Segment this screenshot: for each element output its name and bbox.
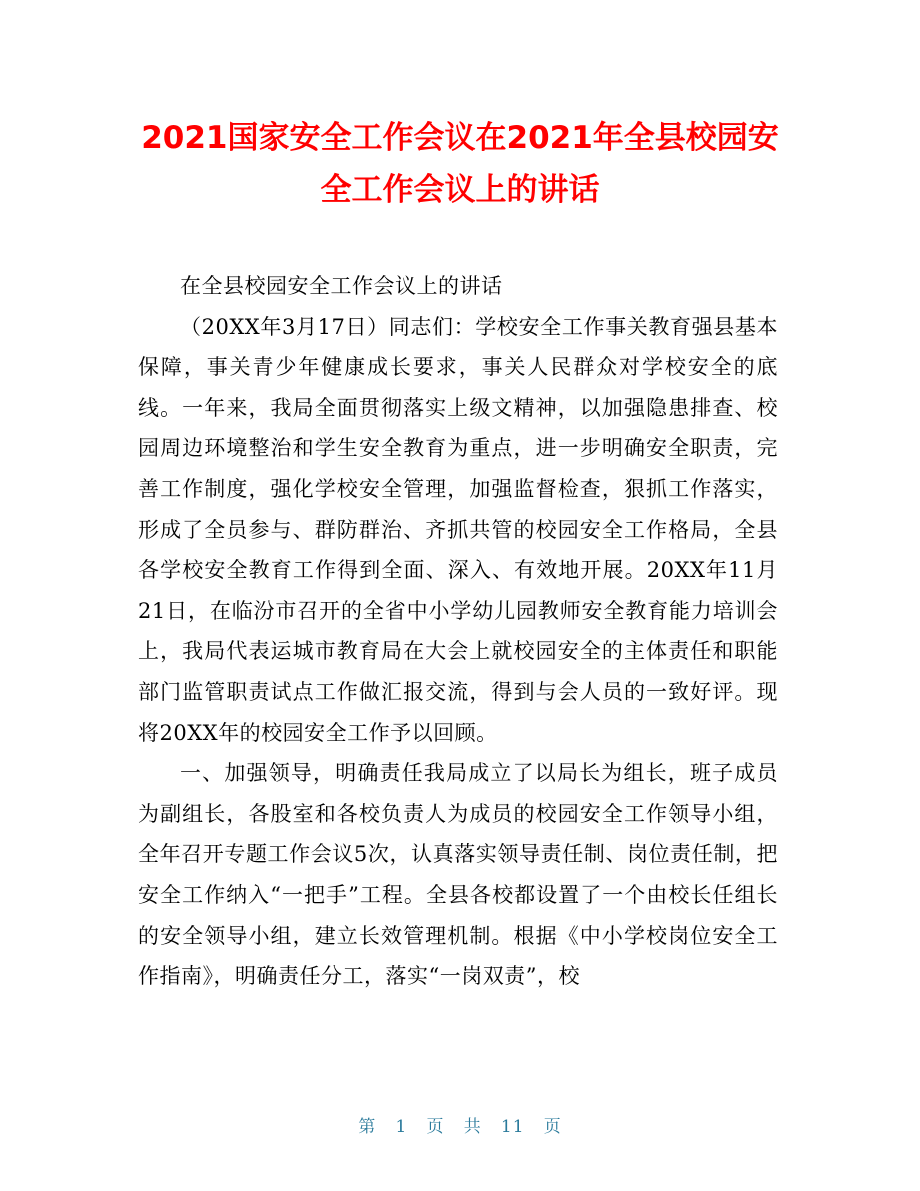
document-body bbox=[138, 266, 778, 997]
footer-prefix: 第 bbox=[358, 1117, 377, 1137]
page-footer bbox=[0, 1112, 920, 1137]
footer-current-page: 1 bbox=[395, 1117, 408, 1137]
footer-page-word: 页 bbox=[426, 1117, 445, 1137]
paragraph-section-one: 一、加强领导，明确责任我局成立了以局长为组长，班子成员为副组长，各股室和各校负责人为成员的校园安全工作领导小组，全年召开专题工作会议5次，认真落实领导责任制、岗位责任制，把安全工作纳入“一把手”工程。全县各校都设置了一个由校长任组长的安全领导小组，建立长效管理机制。根据《中小学校岗位安全工作指南》，明确责任分工，落实“一岗双责”，校 bbox=[138, 761, 778, 989]
paragraph-subtitle: 在全县校园安全工作会议上的讲话 bbox=[180, 274, 503, 298]
document-title: 2021国家安全工作会议在2021年全县校园安全工作会议上的讲话 bbox=[141, 120, 779, 208]
paragraph-intro: （20XX年3月17日）同志们：学校安全工作事关教育强县基本保障，事关青少年健康成长要求，事关人民群众对学校安全的底线。一年来，我局全面贯彻落实上级文精神，以加强隐患排查、校园周边环境整治和学生安全教育为重点，进一步明确安全职责，完善工作制度，强化学校安全管理，加强监督检查，狠抓工作落实，形成了全员参与、群防群治、齐抓共管的校园安全工作格局，全县各学校安全教育工作得到全面、深入、有效地开展。20XX年11月21日，在临汾市召开的全省中小学幼儿园教师安全教育能力培训会上，我局代表运城市教育局在大会上就校园安全的主体责任和职能部门监管职责试点工作做汇报交流，得到与会人员的一致好评。现将20XX年的校园安全工作予以回顾。 bbox=[138, 314, 778, 745]
footer-total-word: 共 bbox=[463, 1117, 482, 1137]
footer-total-pages: 11 bbox=[500, 1117, 525, 1137]
footer-suffix: 页 bbox=[543, 1117, 562, 1137]
